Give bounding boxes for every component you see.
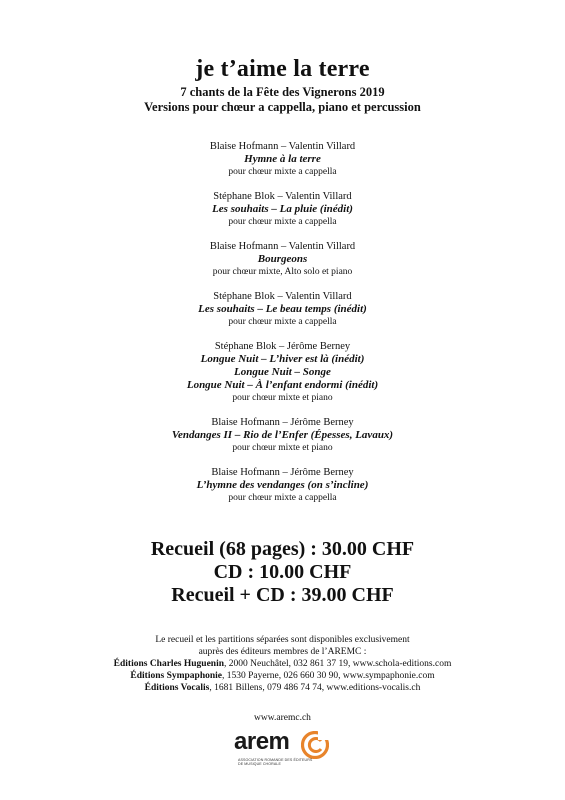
song-authors: Blaise Hofmann – Jérôme Berney [211, 467, 354, 478]
song-title: Les souhaits – La pluie (inédit) [212, 203, 353, 215]
song-title: L’hymne des vendanges (on s’incline) [196, 479, 369, 491]
song-item [0, 140, 565, 178]
logo-tagline: ASSOCIATION ROMANDE DES ÉDITEURS DE MUSIQUE CHORALE [238, 758, 313, 767]
song-item [0, 190, 565, 228]
logo-wordmark: arem [234, 728, 290, 755]
publisher-name: Éditions Charles Huguenin [113, 659, 224, 669]
header [0, 55, 565, 115]
price-recueil: Recueil (68 pages) : 30.00 CHF [150, 538, 415, 560]
song-title: Bourgeons [257, 253, 308, 265]
song-item [0, 240, 565, 278]
song-title: Les souhaits – Le beau temps (inédit) [198, 303, 367, 315]
publisher-details: , 1681 Billens, 079 486 74 74, www.editions-vocalis.ch [209, 683, 421, 693]
website-link[interactable]: www.aremc.ch [254, 713, 311, 723]
song-scoring: pour chœur mixte a cappella [228, 167, 337, 177]
price-cd: CD : 10.00 CHF [213, 561, 352, 583]
aremc-logo [234, 728, 344, 776]
song-title: Vendanges II – Rio de l’Enfer (Épesses, Lavaux) [171, 429, 394, 441]
song-authors: Blaise Hofmann – Valentin Villard [209, 241, 356, 252]
price-list [0, 538, 565, 607]
song-authors: Stéphane Blok – Valentin Villard [213, 291, 352, 302]
song-item [0, 416, 565, 454]
publisher-name: Éditions Sympaphonie [130, 671, 223, 681]
publisher-line [0, 658, 565, 670]
publisher-name: Éditions Vocalis [144, 683, 210, 693]
publisher-details: , 2000 Neuchâtel, 032 861 37 19, www.schola-editions.com [224, 659, 452, 669]
song-scoring: pour chœur mixte et piano [232, 443, 333, 453]
publisher-details: , 1530 Payerne, 026 660 30 90, www.sympaphonie.com [222, 671, 435, 681]
page-title: je t’aime la terre [195, 56, 370, 82]
song-authors: Blaise Hofmann – Jérôme Berney [211, 417, 354, 428]
song-title: Longue Nuit – Songe [234, 366, 331, 378]
song-scoring: pour chœur mixte et piano [232, 393, 333, 403]
song-scoring: pour chœur mixte a cappella [228, 217, 337, 227]
availability-info [0, 634, 565, 694]
price-bundle: Recueil + CD : 39.00 CHF [171, 584, 394, 606]
song-title: Longue Nuit – À l’enfant endormi (inédit) [186, 379, 379, 391]
song-scoring: pour chœur mixte, Alto solo et piano [212, 267, 353, 277]
song-item [0, 340, 565, 404]
song-title: Longue Nuit – L’hiver est là (inédit) [200, 353, 365, 365]
page-subtitle-versions: Versions pour chœur a cappella, piano et percussion [144, 100, 421, 114]
song-item [0, 466, 565, 504]
availability-line: auprès des éditeurs membres de l’AREMC : [198, 647, 367, 657]
song-authors: Blaise Hofmann – Valentin Villard [209, 141, 356, 152]
song-authors: Stéphane Blok – Jérôme Berney [214, 341, 351, 352]
availability-line: Le recueil et les partitions séparées sont disponibles exclusivement [155, 635, 410, 645]
song-title: Hymne à la terre [244, 153, 321, 165]
song-list [0, 140, 565, 516]
page-subtitle: 7 chants de la Fête des Vignerons 2019 [180, 85, 385, 99]
publisher-line [0, 682, 565, 694]
song-scoring: pour chœur mixte a cappella [228, 317, 337, 327]
publisher-line [0, 670, 565, 682]
logo-c-swirl-icon [301, 731, 329, 759]
song-item [0, 290, 565, 328]
song-authors: Stéphane Blok – Valentin Villard [213, 191, 352, 202]
song-scoring: pour chœur mixte a cappella [228, 493, 337, 503]
